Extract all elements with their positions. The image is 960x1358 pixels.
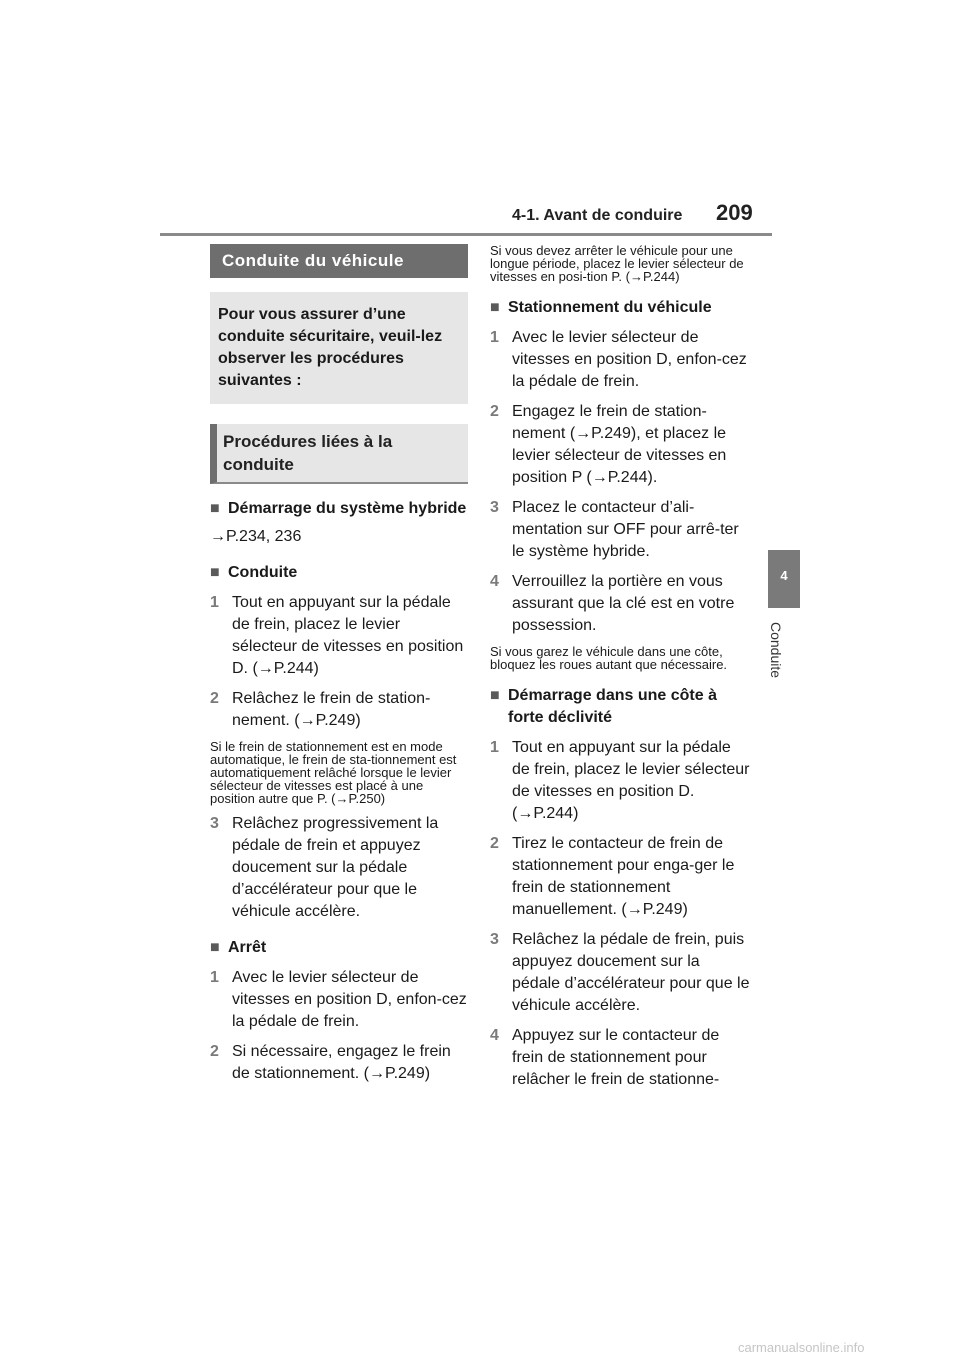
step-item: 1 Tout en appuyant sur la pédale de frein, placez le levier sélecteur de vitesses en position D. (→P.244): [210, 594, 464, 677]
section-heading-parking: ■ Stationnement du véhicule: [490, 297, 750, 319]
watermark: carmanualsonline.info: [738, 1340, 865, 1355]
step-item: 1 Avec le levier sélecteur de vitesses en position D, enfon-cez la pédale de frein.: [490, 329, 747, 390]
step-item: 1 Avec le levier sélecteur de vitesses en position D, enfon-cez la pédale de frein.: [210, 969, 467, 1030]
page-number: 209: [716, 200, 753, 225]
bullet-square-icon: ■: [210, 939, 220, 956]
step-item: 4 Verrouillez la portière en vous assurant que la clé est en votre possession.: [490, 573, 735, 634]
chapter-number: 4: [780, 568, 788, 583]
step-item: 3 Relâchez progressivement la pédale de frein et appuyez doucement sur la pédale d’accélérateur pour que le véhicule accélère.: [210, 815, 439, 920]
section-title: 4-1. Avant de conduire: [512, 207, 683, 224]
section-heading-driving: ■ Conduite: [210, 562, 468, 584]
step-item: 2 Engagez le frein de station-nement (→P.249), et placez le levier sélecteur de vitesses en position P (→P.244).: [490, 403, 727, 486]
section-heading-hybrid-start: ■ Démarrage du système hybride: [210, 498, 468, 520]
step-item: 4 Appuyez sur le contacteur de frein de stationnement pour relâcher le frein de stationne-: [490, 1027, 720, 1088]
subheading: Procédures liées à la conduite: [210, 424, 468, 484]
section-heading-stop: ■ Arrêt: [210, 937, 468, 959]
step-item: 3 Relâchez la pédale de frein, puis appuyez doucement sur la pédale d’accélérateur pour que le véhicule accélère.: [490, 931, 750, 1014]
step-item: 2 Relâchez le frein de station-nement. (→P.249): [210, 690, 431, 729]
step-item: 3 Placez le contacteur d’ali-mentation sur OFF pour arrê-ter le système hybride.: [490, 499, 739, 560]
section-heading-hill-start: ■ Démarrage dans une côte à forte déclivité: [490, 685, 750, 729]
step-item: 2 Si nécessaire, engagez le frein de stationnement. (→P.249): [210, 1043, 451, 1082]
right-column: [490, 244, 750, 1091]
header-rule: [160, 233, 772, 236]
bullet-square-icon: ■: [210, 500, 220, 517]
intro-box: Pour vous assurer d’une conduite sécuritaire, veuil-lez observer les procédures suivantes :: [210, 292, 468, 404]
step-item: 2 Tirez le contacteur de frein de stationnement pour enga-ger le frein de stationnement manuellement. (→P.249): [490, 835, 735, 918]
note-text: Si vous garez le véhicule dans une côte, bloquez les roues autant que nécessaire.: [490, 644, 728, 672]
page-reference: →P.234, 236: [210, 528, 302, 545]
note-text: Si vous devez arrêter le véhicule pour une longue période, placez le levier sélecteur de vitesses en posi-tion P. (→P.244): [490, 243, 744, 284]
chapter-label: Conduite: [768, 621, 784, 679]
left-column: [210, 244, 468, 1085]
main-title: Conduite du véhicule: [210, 244, 468, 278]
bullet-square-icon: ■: [210, 564, 220, 581]
note-text: Si le frein de stationnement est en mode automatique, le frein de sta-tionnement est automatiquement relâché lorsque le levier sélecteur de vitesses est placé à une position autre que P. (→P.250): [210, 739, 457, 806]
bullet-square-icon: ■: [490, 687, 500, 704]
step-item: 1 Tout en appuyant sur la pédale de frein, placez le levier sélecteur de vitesses en position D. (→P.244): [490, 739, 750, 822]
bullet-square-icon: ■: [490, 299, 500, 316]
